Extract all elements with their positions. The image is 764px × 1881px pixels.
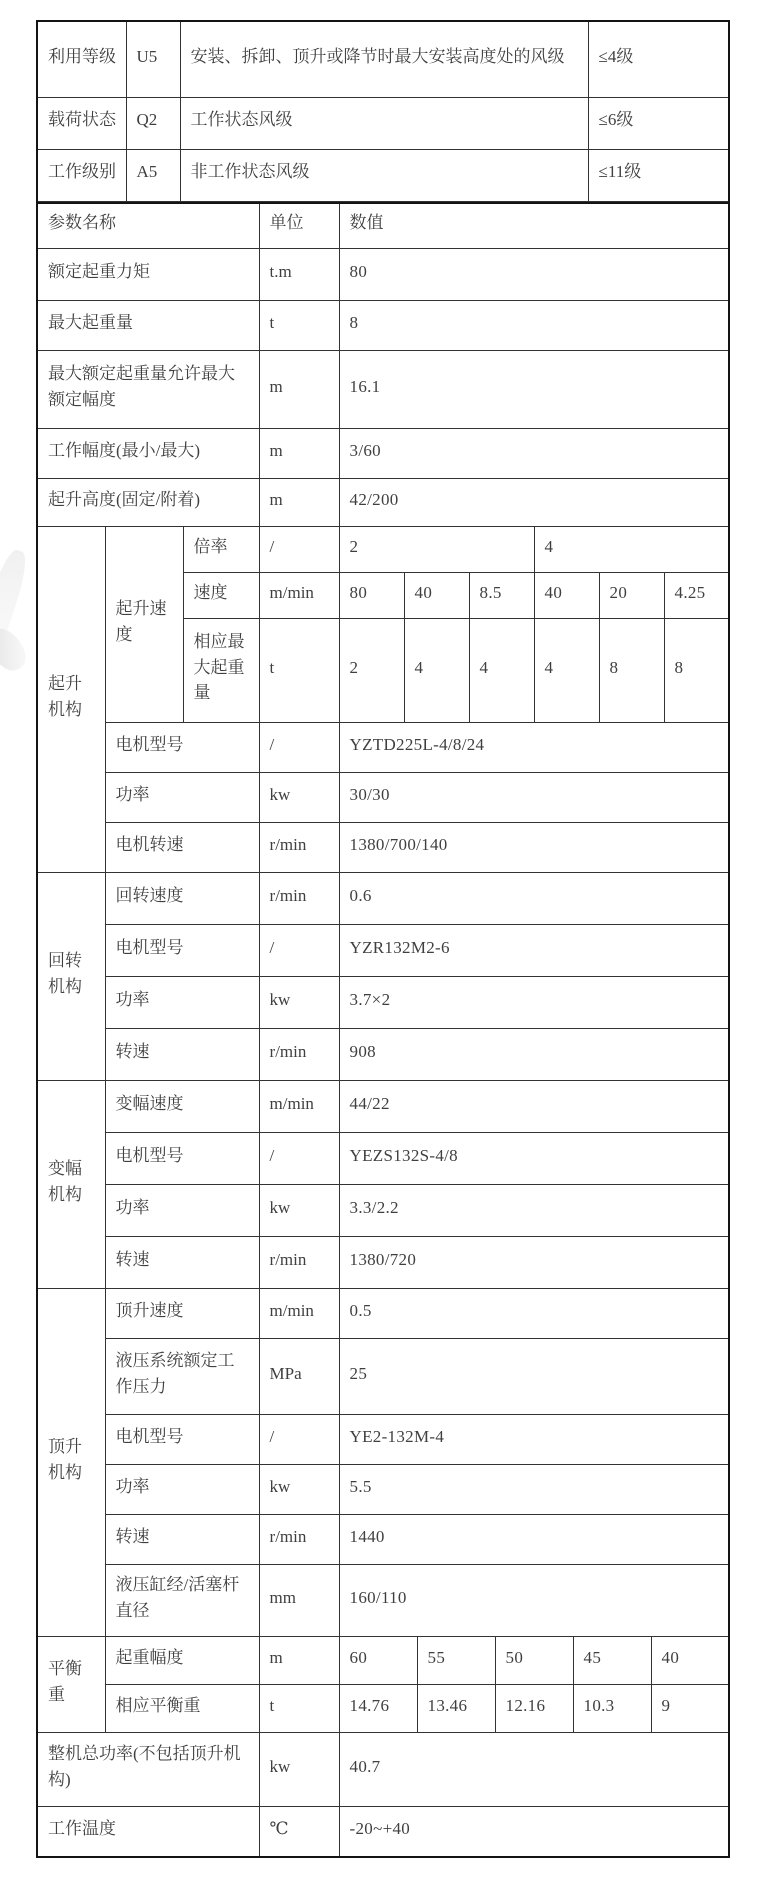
param-name: 液压系统额定工作压力 [105, 1339, 259, 1415]
table-row [37, 301, 729, 351]
group-counterweight: 平衡重 [37, 1637, 105, 1733]
param-name: 转速 [105, 1237, 259, 1289]
param-value: 4 [534, 619, 599, 723]
class-desc: 非工作状态风级 [180, 149, 588, 201]
table-row [37, 351, 729, 429]
background-artifact [0, 548, 26, 698]
group-luffing: 变幅机构 [37, 1081, 105, 1289]
param-value: 3.7×2 [339, 977, 729, 1029]
param-unit: kw [259, 1733, 339, 1807]
header-value: 数值 [339, 203, 729, 249]
param-value: 2 [339, 527, 534, 573]
param-unit: r/min [259, 1029, 339, 1081]
class-limit: ≤6级 [588, 97, 729, 149]
param-name: 电机型号 [105, 1415, 259, 1465]
param-value: 0.5 [339, 1289, 729, 1339]
table-row [37, 1565, 729, 1637]
param-unit: mm [259, 1565, 339, 1637]
class-code: Q2 [126, 97, 180, 149]
param-unit: t [259, 1685, 339, 1733]
table-row [37, 1081, 729, 1133]
param-unit: m [259, 479, 339, 527]
param-value: 3.3/2.2 [339, 1185, 729, 1237]
param-name: 顶升速度 [105, 1289, 259, 1339]
param-value: 55 [417, 1637, 495, 1685]
class-label: 工作级别 [37, 149, 126, 201]
param-value: 908 [339, 1029, 729, 1081]
param-unit: t.m [259, 249, 339, 301]
param-header-row [37, 203, 729, 249]
table-row [37, 1465, 729, 1515]
param-value: 42/200 [339, 479, 729, 527]
param-name: 液压缸经/活塞杆直径 [105, 1565, 259, 1637]
table-row [37, 21, 729, 97]
param-value: 80 [339, 249, 729, 301]
param-value: 5.5 [339, 1465, 729, 1515]
param-unit: ℃ [259, 1807, 339, 1857]
param-unit: m [259, 351, 339, 429]
class-label: 载荷状态 [37, 97, 126, 149]
param-unit: m [259, 1637, 339, 1685]
param-unit: kw [259, 977, 339, 1029]
param-name: 电机型号 [105, 723, 259, 773]
param-value: 8 [339, 301, 729, 351]
header-unit: 单位 [259, 203, 339, 249]
param-value: 60 [339, 1637, 417, 1685]
param-unit: m/min [259, 1081, 339, 1133]
param-value: 4.25 [664, 573, 729, 619]
param-value: 25 [339, 1339, 729, 1415]
param-unit: kw [259, 1185, 339, 1237]
param-unit: r/min [259, 873, 339, 925]
class-limit: ≤4级 [588, 21, 729, 97]
param-value: YZTD225L-4/8/24 [339, 723, 729, 773]
class-code: A5 [126, 149, 180, 201]
param-unit: r/min [259, 1237, 339, 1289]
param-value: 1380/700/140 [339, 823, 729, 873]
spec-tables [36, 20, 728, 1858]
table-row [37, 1185, 729, 1237]
header-param-name: 参数名称 [37, 203, 259, 249]
param-name: 最大起重量 [37, 301, 259, 351]
table-row [37, 479, 729, 527]
param-name: 转速 [105, 1515, 259, 1565]
table-row [37, 925, 729, 977]
param-unit: kw [259, 1465, 339, 1515]
param-value: 40 [534, 573, 599, 619]
param-value: 4 [404, 619, 469, 723]
param-value: 3/60 [339, 429, 729, 479]
param-value: YE2-132M-4 [339, 1415, 729, 1465]
param-unit: m/min [259, 573, 339, 619]
param-unit: m [259, 429, 339, 479]
param-unit: kw [259, 773, 339, 823]
param-value: 30/30 [339, 773, 729, 823]
param-value: 160/110 [339, 1565, 729, 1637]
param-value: 14.76 [339, 1685, 417, 1733]
param-value: 50 [495, 1637, 573, 1685]
param-value: 20 [599, 573, 664, 619]
param-unit: t [259, 301, 339, 351]
group-jacking: 顶升机构 [37, 1289, 105, 1637]
param-name: 功率 [105, 977, 259, 1029]
param-name: 工作幅度(最小/最大) [37, 429, 259, 479]
class-desc: 安装、拆卸、顶升或降节时最大安装高度处的风级 [180, 21, 588, 97]
table-row [37, 249, 729, 301]
param-name: 工作温度 [37, 1807, 259, 1857]
table-row [37, 149, 729, 201]
table-row [37, 1133, 729, 1185]
param-value: 10.3 [573, 1685, 651, 1733]
param-name: 相应平衡重 [105, 1685, 259, 1733]
param-name: 回转速度 [105, 873, 259, 925]
parameter-table [36, 202, 730, 1858]
param-value: 8 [599, 619, 664, 723]
class-desc: 工作状态风级 [180, 97, 588, 149]
class-limit: ≤11级 [588, 149, 729, 201]
param-unit: t [259, 619, 339, 723]
param-unit: r/min [259, 1515, 339, 1565]
param-value: 1440 [339, 1515, 729, 1565]
param-value: 1380/720 [339, 1237, 729, 1289]
table-row [37, 1685, 729, 1733]
param-value: 4 [534, 527, 729, 573]
classification-table [36, 20, 730, 202]
param-value: 2 [339, 619, 404, 723]
param-value: 40 [404, 573, 469, 619]
param-name: 整机总功率(不包括顶升机构) [37, 1733, 259, 1807]
table-row [37, 1237, 729, 1289]
param-name: 变幅速度 [105, 1081, 259, 1133]
table-row [37, 527, 729, 573]
param-value: 80 [339, 573, 404, 619]
param-name: 电机转速 [105, 823, 259, 873]
param-unit: m/min [259, 1289, 339, 1339]
table-row [37, 1415, 729, 1465]
table-row [37, 1029, 729, 1081]
param-name: 电机型号 [105, 1133, 259, 1185]
param-unit: r/min [259, 823, 339, 873]
param-unit: / [259, 723, 339, 773]
param-name: 功率 [105, 1465, 259, 1515]
table-row [37, 823, 729, 873]
param-name: 速度 [183, 573, 259, 619]
param-value: 40 [651, 1637, 729, 1685]
table-row [37, 1339, 729, 1415]
group-slewing: 回转机构 [37, 873, 105, 1081]
param-name: 起升高度(固定/附着) [37, 479, 259, 527]
table-row [37, 1807, 729, 1857]
param-unit: / [259, 1133, 339, 1185]
param-value: 40.7 [339, 1733, 729, 1807]
param-value: 12.16 [495, 1685, 573, 1733]
param-name: 起重幅度 [105, 1637, 259, 1685]
table-row [37, 1515, 729, 1565]
table-row [37, 1289, 729, 1339]
table-row [37, 429, 729, 479]
param-value: 8.5 [469, 573, 534, 619]
param-value: 44/22 [339, 1081, 729, 1133]
table-row [37, 1733, 729, 1807]
param-value: 13.46 [417, 1685, 495, 1733]
param-value: 4 [469, 619, 534, 723]
param-value: 45 [573, 1637, 651, 1685]
table-row [37, 773, 729, 823]
param-name: 功率 [105, 1185, 259, 1237]
param-value: 0.6 [339, 873, 729, 925]
class-code: U5 [126, 21, 180, 97]
param-value: 16.1 [339, 351, 729, 429]
table-row [37, 873, 729, 925]
param-name: 转速 [105, 1029, 259, 1081]
table-row [37, 97, 729, 149]
class-label: 利用等级 [37, 21, 126, 97]
group-hoisting: 起升机构 [37, 527, 105, 873]
param-value: -20~+40 [339, 1807, 729, 1857]
param-name: 电机型号 [105, 925, 259, 977]
param-name: 最大额定起重量允许最大额定幅度 [37, 351, 259, 429]
table-row [37, 723, 729, 773]
param-unit: / [259, 1415, 339, 1465]
param-name: 额定起重力矩 [37, 249, 259, 301]
param-unit: / [259, 925, 339, 977]
subgroup-hoist-speed: 起升速度 [105, 527, 183, 723]
table-row [37, 1637, 729, 1685]
param-name: 相应最大起重量 [183, 619, 259, 723]
param-value: 9 [651, 1685, 729, 1733]
param-value: YZR132M2-6 [339, 925, 729, 977]
param-value: YEZS132S-4/8 [339, 1133, 729, 1185]
param-name: 倍率 [183, 527, 259, 573]
param-unit: MPa [259, 1339, 339, 1415]
param-unit: / [259, 527, 339, 573]
param-value: 8 [664, 619, 729, 723]
param-name: 功率 [105, 773, 259, 823]
table-row [37, 977, 729, 1029]
